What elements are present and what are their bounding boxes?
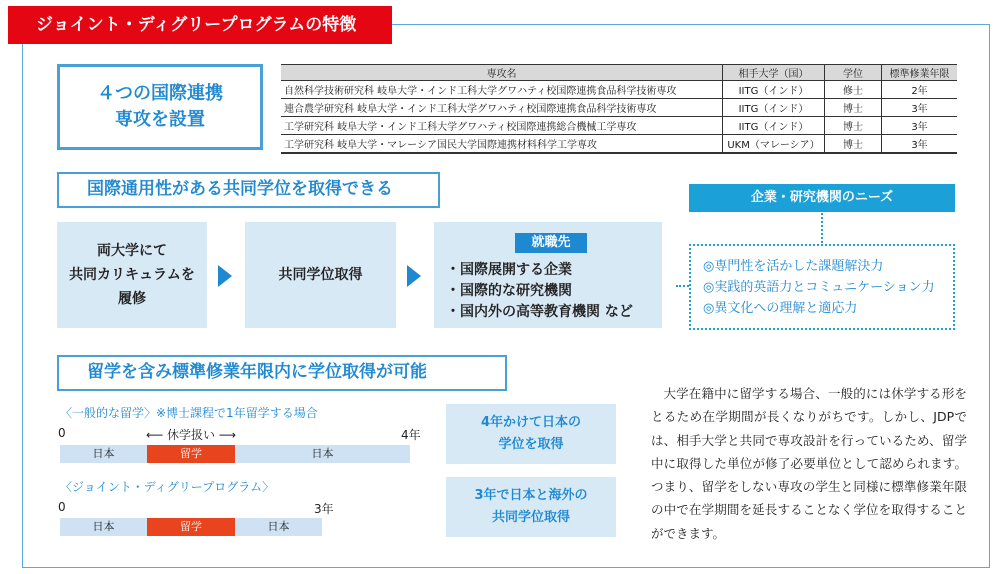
section1-heading: 国際通用性がある共同学位を取得できる (57, 172, 440, 208)
timeline-japan: 日本 (235, 518, 322, 536)
jdp-label: 〈ジョイント・ディグリープログラム〉 (60, 480, 275, 494)
general-label: 〈一般的な留学〉※博士課程で1年留学する場合 (60, 406, 318, 420)
jdp-start: 0 (58, 500, 66, 514)
table-cell: 博士 (825, 99, 882, 117)
general-result (446, 404, 616, 464)
needs-item: ◎異文化への理解と適応力 (703, 301, 858, 316)
career-item: ・国際的な研究機関 (446, 283, 572, 299)
table-cell: IITG（インド） (723, 81, 825, 99)
career-badge: 就職先 (515, 233, 587, 253)
page-title: ジョイント・ディグリープログラムの特徴 (8, 6, 392, 44)
table-cell: 連合農学研究科 岐阜大学・インド工科大学グワハティ校国際連携食品科学技術専攻 (281, 99, 723, 117)
table-row (281, 99, 957, 117)
table-cell: 修士 (825, 81, 882, 99)
general-end: 4年 (401, 428, 421, 442)
timeline-japan: 日本 (60, 518, 147, 536)
jdp-end: 3年 (314, 502, 334, 516)
timeline-study-abroad: 留学 (147, 445, 235, 463)
header-partner: 相手大学（国） (723, 65, 825, 81)
needs-item: ◎実践的英語力とコミュニケーション力 (703, 280, 935, 295)
table-cell: 3年 (882, 99, 958, 117)
header-years: 標準修業年限 (882, 65, 958, 81)
jdp-result (446, 477, 616, 537)
needs-list (689, 244, 955, 330)
general-result-line2: 学位を取得 (498, 437, 564, 452)
flow-step-degree: 共同学位取得 (245, 222, 396, 328)
general-result-line1: 4年かけて日本の (480, 415, 582, 430)
table-cell: IITG（インド） (723, 117, 825, 135)
table-cell: 博士 (825, 117, 882, 135)
flow-arrow-icon (218, 265, 232, 287)
programs-box-line1: ４つの国際連携 (97, 83, 223, 104)
general-start: 0 (58, 426, 66, 440)
table-cell: 工学研究科 岐阜大学・マレーシア国民大学国際連携材料科学工学専攻 (281, 135, 723, 154)
step1-line1: 両大学にて (97, 243, 167, 259)
timeline-japan: 日本 (235, 445, 410, 463)
flow-step-curriculum (57, 222, 207, 328)
programs-box-line2: 専攻を設置 (115, 109, 205, 130)
section2-heading: 留学を含み標準修業年限内に学位取得が可能 (57, 355, 507, 391)
table-cell: 3年 (882, 135, 958, 154)
dotted-connector (676, 285, 689, 287)
header-degree: 学位 (825, 65, 882, 81)
table-cell: 博士 (825, 135, 882, 154)
table-cell: IITG（インド） (723, 99, 825, 117)
explanation-paragraph: 大学在籍中に留学する場合、一般的には休学する形をとるため在学期間が長くなりがちです。しかし、JDPでは、相手大学と共同で専攻設計を行っているため、留学中に取得した単位が修了必要単位として認められます。つまり、留学をしない専攻の学生と同様に標準修業年限の中で在学期間を延長することなく学位を取得することができます。 (651, 386, 967, 541)
needs-item: ◎専門性を活かした課題解決力 (703, 259, 884, 274)
leave-of-absence: ⟵ 休学扱い ⟶ (146, 428, 237, 442)
timeline-study-abroad: 留学 (147, 518, 235, 536)
table-header-row (281, 65, 957, 81)
table-row (281, 135, 957, 154)
table-cell: 自然科学技術研究科 岐阜大学・インド工科大学グワハティ校国際連携食品科学技術専攻 (281, 81, 723, 99)
table-cell: 3年 (882, 117, 958, 135)
header-major: 専攻名 (281, 65, 723, 81)
step1-line3: 履修 (118, 291, 146, 307)
career-item: ・国際展開する企業 (446, 262, 572, 278)
table-row (281, 81, 957, 99)
table-cell: 工学研究科 岐阜大学・インド工科大学グワハティ校国際連携総合機械工学専攻 (281, 117, 723, 135)
jdp-result-line2: 共同学位取得 (491, 510, 570, 525)
career-item: ・国内外の高等教育機関 など (446, 304, 633, 320)
table-cell: 2年 (882, 81, 958, 99)
program-table (281, 64, 957, 154)
flow-arrow-icon (407, 265, 421, 287)
jdp-result-line1: 3年で日本と海外の (474, 488, 588, 503)
dotted-connector (821, 213, 823, 243)
step1-line2: 共同カリキュラムを (69, 267, 195, 283)
table-row (281, 117, 957, 135)
table-cell: UKM（マレーシア） (723, 135, 825, 154)
needs-title: 企業・研究機関のニーズ (689, 184, 955, 212)
flow-step-careers (434, 222, 662, 328)
timeline-japan: 日本 (60, 445, 147, 463)
programs-box (57, 64, 263, 150)
